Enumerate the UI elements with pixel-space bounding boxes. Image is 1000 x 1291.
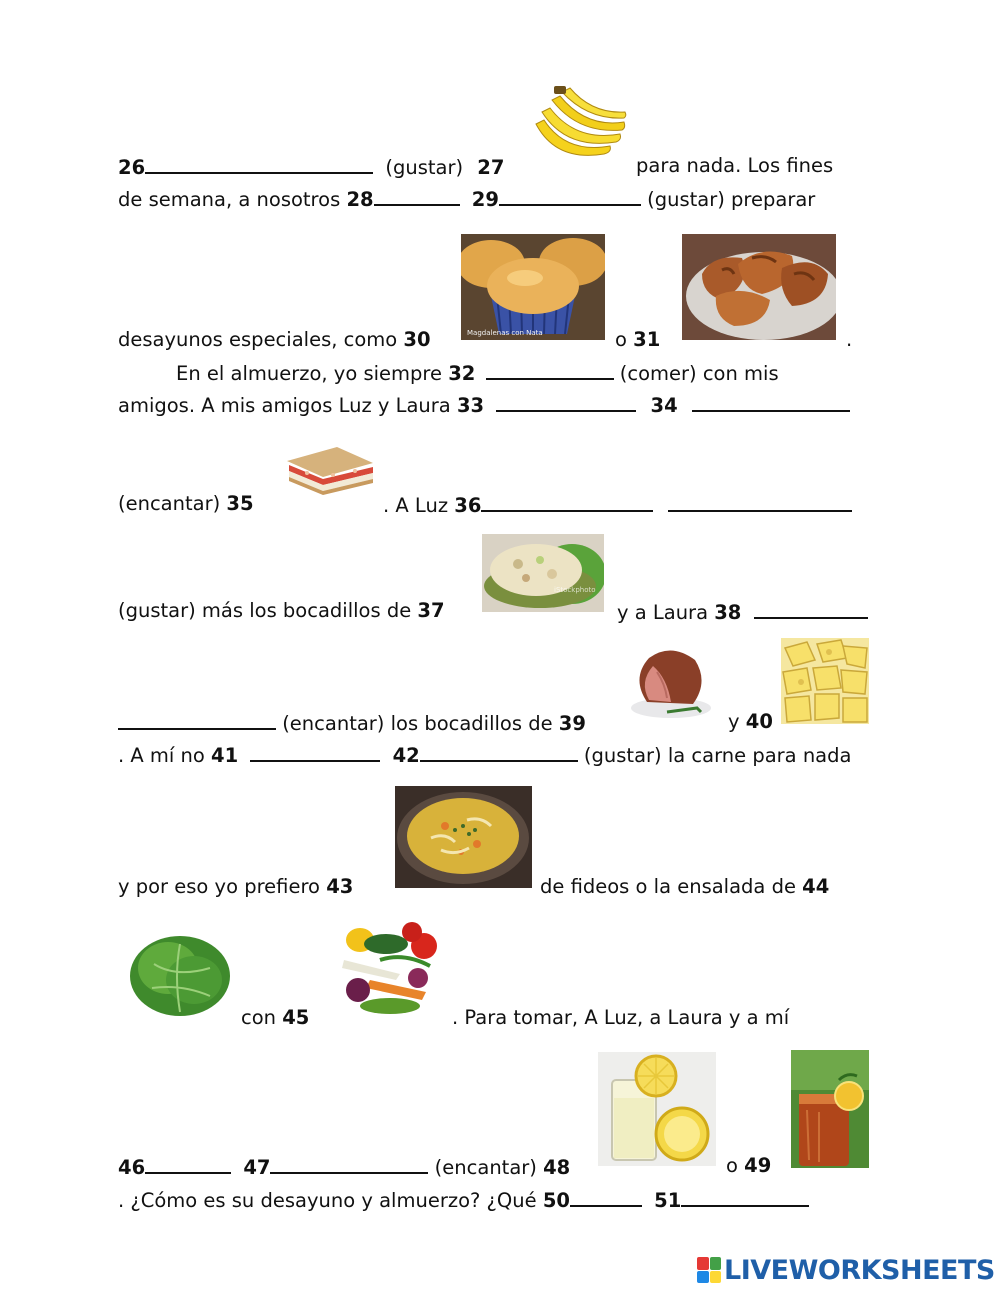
sentence-text: de fideos o la ensalada de xyxy=(540,875,803,898)
blank-number: 44 xyxy=(802,875,830,898)
blank-number: 34 xyxy=(650,394,678,417)
sentence-text: En el almuerzo, yo siempre xyxy=(176,362,449,385)
sentence-text: o xyxy=(615,328,634,351)
blank-number: 42 xyxy=(392,744,420,767)
line-4 xyxy=(176,360,779,386)
line-10 xyxy=(118,875,353,899)
vegetables-picture xyxy=(330,916,447,1018)
sentence-text: o xyxy=(726,1154,745,1177)
line-1 xyxy=(118,154,504,180)
sentence-text: desayunos especiales, como xyxy=(118,328,404,351)
answer-blank[interactable] xyxy=(496,392,636,412)
sentence-text: . A Luz xyxy=(383,494,455,517)
sentence-text: de semana, a nosotros xyxy=(118,188,347,211)
blank-number: 46 xyxy=(118,1156,146,1179)
line-2 xyxy=(118,186,815,212)
answer-blank[interactable] xyxy=(681,1187,809,1207)
sentence-text: (gustar) la carne para nada xyxy=(577,744,852,767)
french-toast-picture xyxy=(682,234,836,340)
line-7-mid xyxy=(617,599,868,625)
iced-tea-picture xyxy=(791,1050,869,1168)
muffins-picture xyxy=(461,234,605,340)
sentence-text: . xyxy=(846,328,853,351)
answer-blank[interactable] xyxy=(499,186,641,206)
line-8 xyxy=(118,710,586,736)
sentence-text: y xyxy=(728,710,746,733)
sentence-text: para nada. Los fines xyxy=(636,154,834,177)
sentence-text: . A mí no xyxy=(118,744,212,767)
line-11 xyxy=(241,1006,309,1030)
salad-watermark: iStockphoto xyxy=(554,586,596,594)
blank-number: 50 xyxy=(542,1189,570,1212)
line-1-tail xyxy=(636,154,833,178)
answer-blank[interactable] xyxy=(570,1187,642,1207)
line-12-end xyxy=(726,1154,771,1178)
lettuce-picture xyxy=(124,924,234,1022)
blank-number: 33 xyxy=(456,394,485,417)
answer-blank[interactable] xyxy=(145,154,373,174)
chicken-salad-picture xyxy=(482,534,604,612)
answer-blank[interactable] xyxy=(481,492,653,512)
answer-blank[interactable] xyxy=(420,742,578,762)
cheese-picture xyxy=(781,638,869,724)
verb-hint: (encantar) xyxy=(428,1156,544,1179)
bananas-picture xyxy=(526,84,628,166)
soup-picture xyxy=(395,786,532,888)
liveworksheets-logo xyxy=(697,1255,995,1285)
blank-number: 38 xyxy=(714,601,742,624)
answer-blank[interactable] xyxy=(754,599,868,619)
line-13 xyxy=(118,1187,809,1213)
liveworksheets-logo-icon xyxy=(697,1257,721,1283)
answer-blank[interactable] xyxy=(374,186,460,206)
line-11-tail xyxy=(452,1006,789,1030)
line-7 xyxy=(118,599,445,623)
sentence-text: con xyxy=(241,1006,283,1029)
line-3-mid xyxy=(615,328,660,352)
sentence-text: (gustar) más los bocadillos de xyxy=(118,599,418,622)
blank-number: 51 xyxy=(654,1189,682,1212)
blank-number: 30 xyxy=(403,328,431,351)
line-9 xyxy=(118,742,851,768)
blank-number: 35 xyxy=(226,492,254,515)
line-6-mid xyxy=(383,492,852,518)
sentence-text: (encantar) xyxy=(118,492,227,515)
answer-blank[interactable] xyxy=(118,710,276,730)
answer-blank[interactable] xyxy=(270,1154,428,1174)
sentence-text: y a Laura xyxy=(617,601,715,624)
sentence-text: amigos. A mis amigos Luz y Laura xyxy=(118,394,457,417)
answer-blank[interactable] xyxy=(692,392,850,412)
sentence-text: . Para tomar, A Luz, a Laura y a mí xyxy=(452,1006,790,1029)
sentence-text: y por eso yo prefiero xyxy=(118,875,327,898)
blank-number: 37 xyxy=(417,599,445,622)
blank-number: 40 xyxy=(745,710,773,733)
line-3-end xyxy=(846,328,852,352)
blank-number: 41 xyxy=(211,744,239,767)
logo-text: LIVEWORKSHEETS xyxy=(724,1254,995,1286)
blank-number: 43 xyxy=(326,875,354,898)
sentence-text: (encantar) los bocadillos de xyxy=(276,712,559,735)
blank-number: 48 xyxy=(543,1156,571,1179)
line-8-end xyxy=(728,710,773,734)
sentence-text: (gustar) preparar xyxy=(640,188,816,211)
blank-number: 28 xyxy=(346,188,374,211)
answer-blank[interactable] xyxy=(145,1154,231,1174)
lemonade-picture xyxy=(598,1052,716,1166)
sandwich-picture xyxy=(277,429,379,506)
line-5 xyxy=(118,392,850,418)
blank-number: 36 xyxy=(454,494,482,517)
blank-number: 32 xyxy=(448,362,476,385)
blank-number: 49 xyxy=(744,1154,772,1177)
line-6 xyxy=(118,492,254,516)
answer-blank[interactable] xyxy=(250,742,380,762)
sentence-text: (comer) con mis xyxy=(613,362,779,385)
blank-number: 26 xyxy=(118,156,146,179)
blank-number: 47 xyxy=(243,1156,271,1179)
blank-number: 29 xyxy=(471,188,499,211)
ham-picture xyxy=(627,638,713,722)
muffin-caption: Magdalenas con Nata xyxy=(467,329,543,337)
blank-number: 31 xyxy=(633,328,661,351)
blank-number: 27 xyxy=(477,156,505,179)
blank-number: 39 xyxy=(558,712,586,735)
blank-number: 45 xyxy=(282,1006,310,1029)
line-10-tail xyxy=(540,875,829,899)
verb-hint: (gustar) xyxy=(385,156,464,179)
answer-blank[interactable] xyxy=(668,492,852,512)
line-3 xyxy=(118,328,431,352)
line-12 xyxy=(118,1154,570,1180)
sentence-text: . ¿Cómo es su desayuno y almuerzo? ¿Qué xyxy=(118,1189,543,1212)
answer-blank[interactable] xyxy=(486,360,614,380)
